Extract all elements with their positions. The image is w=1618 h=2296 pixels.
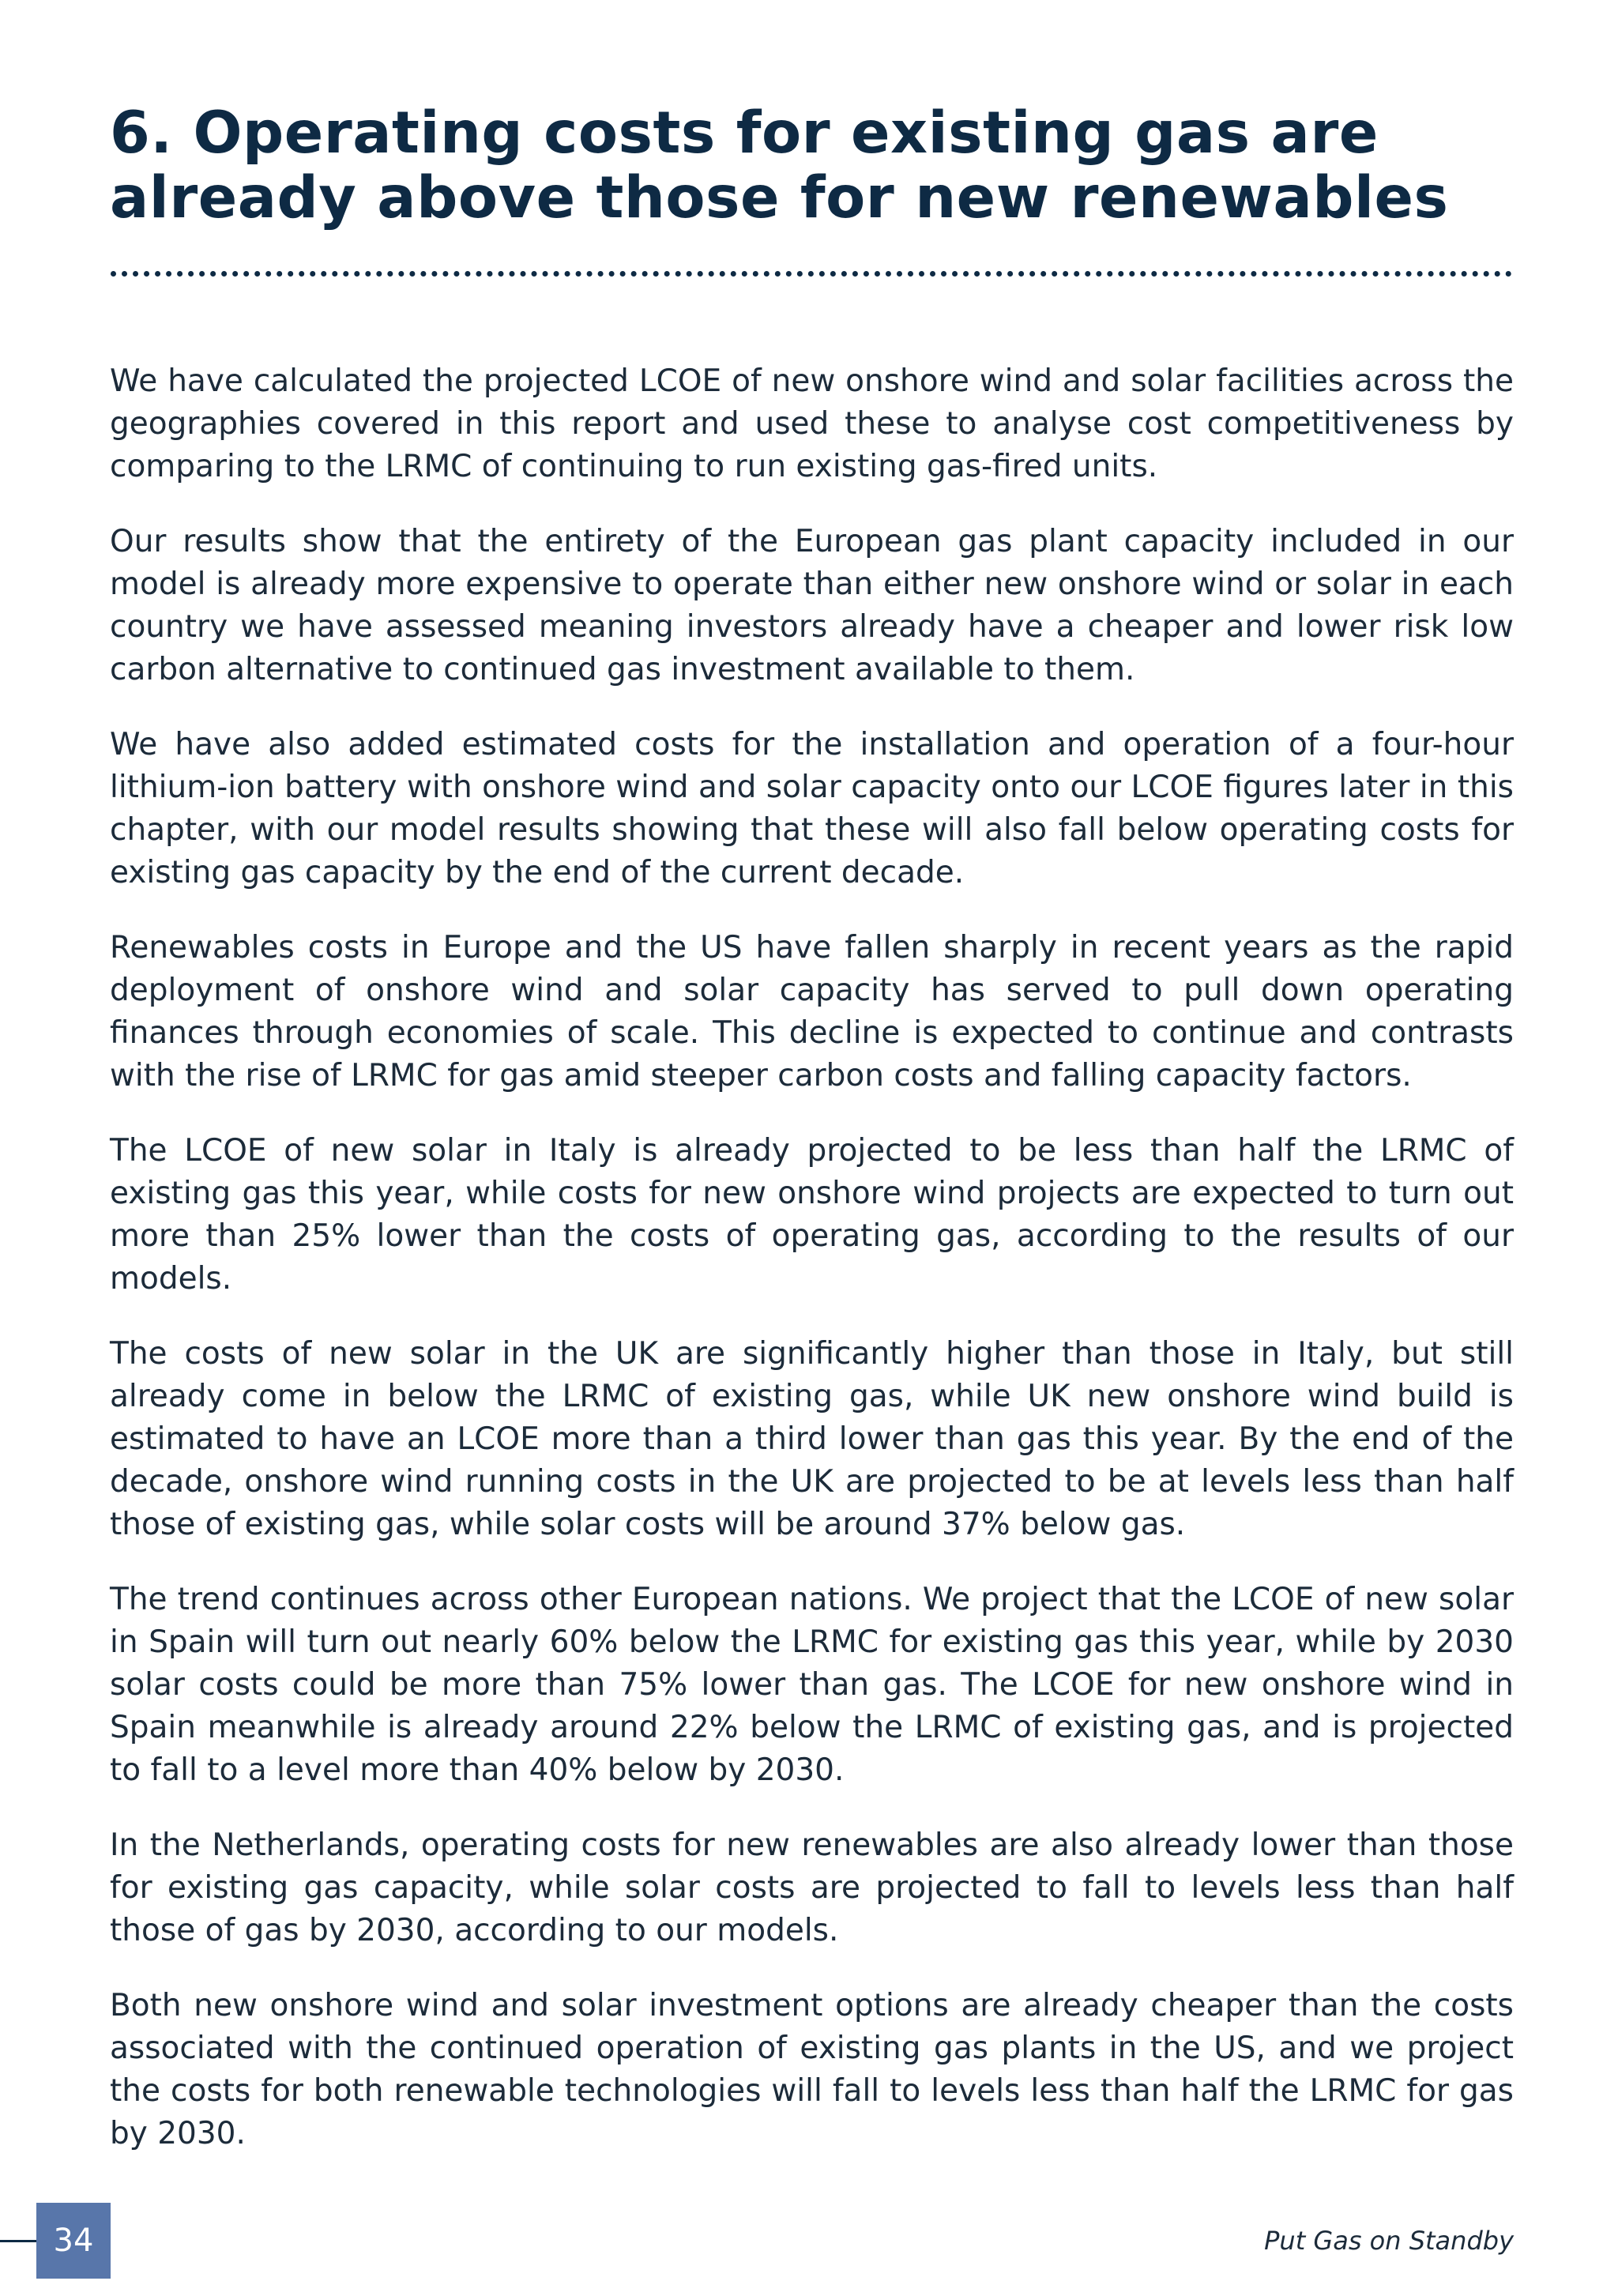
paragraph-5: The LCOE of new solar in Italy is already projected to be less than half the LRMC of existing gas this year, while costs for new onshore wind projects are expected to turn out more than 25% lower than the costs of operating gas, according to the results of our models. xyxy=(110,1133,1514,1297)
paragraph-4: Renewables costs in Europe and the US have fallen sharply in recent years as the rapid deployment of onshore wind and solar capacity has served to pull down operating finances through economies of scale. This decline is expected to continue and contrasts with the rise of LRMC for gas amid steeper carbon costs and falling capacity factors. xyxy=(110,930,1514,1093)
paragraph-6: The costs of new solar in the UK are significantly higher than those in Italy, but still already come in below the LRMC of existing gas, while UK new onshore wind build is estimated to have an LCOE more than a third lower than gas this year. By the end of the decade, onshore wind running costs in the UK are projected to be at levels less than half those of existing gas, while solar costs will be around 37% below gas. xyxy=(110,1336,1514,1542)
paragraph-9: Both new onshore wind and solar investment options are already cheaper than the costs associated with the continued operation of existing gas plants in the US, and we project the costs for both renewable technologies will fall to levels less than half the LRMC for gas by 2030. xyxy=(110,1988,1514,2151)
paragraph-1: We have calculated the projected LCOE of new onshore wind and solar facilities across the geographies covered in this report and used these to analyse cost competitiveness by comparing to the LRMC of continuing to run existing gas-fired units. xyxy=(110,363,1514,484)
paragraph-2: Our results show that the entirety of the European gas plant capacity included in our model is already more expensive to operate than either new onshore wind or solar in each country we have assessed meaning investors already have a cheaper and lower risk low carbon alternative to continued gas investment available to them. xyxy=(110,524,1514,687)
paragraph-8: In the Netherlands, operating costs for new renewables are also already lower than those for existing gas capacity, while solar costs are projected to fall to levels less than half those of gas by 2030, according to our models. xyxy=(110,1827,1514,1948)
body-text xyxy=(110,360,1514,2188)
dotted-divider xyxy=(111,271,1512,277)
paragraph-7: The trend continues across other European nations. We project that the LCOE of new solar in Spain will turn out nearly 60% below the LRMC for existing gas this year, while by 2030 solar costs could be more than 75% lower than gas. The LCOE for new onshore wind in Spain meanwhile is already around 22% below the LRMC of existing gas, and is projected to fall to a level more than 40% below by 2030. xyxy=(110,1582,1514,1788)
page-number-badge: 34 xyxy=(36,2203,111,2279)
footer-rule xyxy=(0,2240,36,2242)
paragraph-3: We have also added estimated costs for the installation and operation of a four-hour lithium-ion battery with onshore wind and solar capacity onto our LCOE figures later in this chapter, with our model results showing that these will also fall below operating costs for existing gas capacity by the end of the current decade. xyxy=(110,727,1514,890)
page-title: 6. Operating costs for existing gas are already above those for new renewables xyxy=(110,100,1449,231)
publication-title: Put Gas on Standby xyxy=(1264,2226,1514,2256)
